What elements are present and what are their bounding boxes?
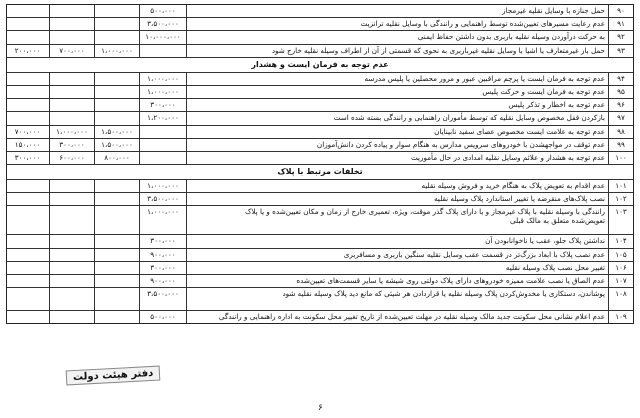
fine-amount: ۳۰۰،۰۰۰ [14,152,41,162]
fine-amount: ۳۰۰،۰۰۰ [139,235,186,247]
fine-amount [49,275,94,287]
row-number: ۱۰۶ [608,262,633,274]
fine-amount [186,112,229,124]
table-row [7,288,633,311]
fine-amount [94,5,139,17]
violation-description: نداشتن پلاک جلو، عقب یا ناخوانابودن آن [485,236,605,246]
fine-amount: ۶۰۰،۰۰۰ [49,152,94,164]
table-row [7,139,633,152]
fine-amount [94,275,139,287]
fine-amount [7,275,48,287]
row-number: ۱۰۴ [608,235,633,247]
fine-amount: ۵۰۰،۰۰۰ [139,311,186,323]
fine-amount: ۵۰۰،۰۰۰ [139,5,186,17]
row-number: ۹۸ [608,126,633,138]
fine-amount [94,18,139,30]
fine-amount: ۱،۵۰۰،۰۰۰ [94,139,139,151]
violation-description: رانندگی با وسیله نقلیه با پلاک غیرمجاز و یا دارای پلاک گذر موقت، ویژه، تعمیری خارج از زمان و مکان تعیین‌شده و یا پلاک تعویض‌شده متعلق به مالک قبلی [244,207,605,226]
fine-amount [186,99,229,111]
fine-amount [7,262,48,274]
row-number: ۹۷ [608,112,633,124]
violation-description: بازکردن قفل مخصوص وسایل نقلیه که توسط مأموران راهنمایی و رانندگی بسته شده است [333,113,605,123]
fine-amount [186,86,229,98]
fine-amount [186,262,229,274]
row-number: ۹۲ [608,31,633,43]
violation-description: عدم توجه به فرمان ایست و حرکت پلیس [482,86,605,96]
fine-amount: ۱،۰۰۰،۰۰۰ [49,126,94,138]
fine-amount [94,73,139,85]
table-row [7,45,633,58]
row-number: ۹۶ [608,99,633,111]
fine-amount [94,311,139,323]
fine-amount: ۱،۰۰۰،۰۰۰ [139,206,186,234]
table-row [7,112,633,125]
fine-amount [49,18,94,30]
fine-amount [49,193,94,205]
fine-amount [186,275,229,287]
fine-amount [94,262,139,274]
violation-description: عدم توجه به علامت ایست مخصوص عصای سفید نابینایان [434,126,605,136]
fine-amount: ۱،۵۰۰،۰۰۰ [94,126,139,138]
fine-amount: ۱،۰۰۰،۰۰۰ [94,45,139,57]
page-number: ۶ [318,403,323,413]
row-number: ۱۰۰ [608,152,633,164]
table-row [7,18,633,31]
row-number: ۱۰۸ [608,288,633,310]
table-row [7,73,633,86]
fine-amount: ۳۰۰،۰۰۰ [49,139,94,151]
section-heading: عدم توجه به فرمان ایست و هشدار [7,58,633,73]
fine-amount [49,73,94,85]
fine-amount: ۷۰۰،۰۰۰ [49,45,94,57]
violation-description: عدم الصاق یا نصب علامت ممیزه خودروهای دارای پلاک دولتی روی شیشه یا سایر قسمت‌های تعیین‌شده [296,276,605,285]
fine-amount [49,86,94,98]
fine-amount [186,152,229,164]
fine-amount [49,180,94,192]
fine-amount [186,126,229,138]
fine-amount [49,311,94,323]
fine-amount [7,193,48,205]
table-row [7,311,633,323]
table-row [7,86,633,99]
table-row [7,193,633,206]
fine-amount: ۷۰۰،۰۰۰ [14,126,41,136]
fine-amount [49,249,94,261]
fine-amount [94,31,139,43]
fine-amount [186,5,229,17]
fine-amount [7,311,48,323]
fine-amount [7,206,48,234]
fine-amount [186,206,229,234]
violation-description: عدم توجه به فرمان ایست یا پرچم مراقبین عبور و مرور محصلین یا پلیس مدرسه [364,73,605,83]
table-row [7,99,633,112]
fine-amount [186,288,229,310]
row-number: ۱۰۳ [608,206,633,234]
fine-amount: ۹۰۰،۰۰۰ [139,275,186,287]
fine-amount [186,18,229,30]
fines-table [6,4,634,324]
fine-amount [7,180,48,192]
table-row [7,31,633,44]
fine-amount: ۳۰۰،۰۰۰ [139,99,186,111]
fine-amount [7,99,48,111]
row-number: ۹۳ [608,45,633,57]
table-row [7,180,633,193]
fine-amount [139,45,186,57]
fine-amount: ۱۰،۰۰۰،۰۰۰ [139,31,186,43]
fine-amount: ۳،۵۰۰،۰۰۰ [139,193,186,205]
violation-description: عدم اعلام نشانی محل سکونت جدید مالک وسیله نقلیه در مهلت تعیین‌شده از تاریخ تغییر محل سکونت به اداره راهنمایی و رانندگی [218,312,605,322]
row-number: ۹۵ [608,86,633,98]
fine-amount [186,193,229,205]
fine-amount [49,112,94,124]
fine-amount: ۳،۵۰۰،۰۰۰ [139,288,186,310]
fine-amount: ۱،۲۰۰،۰۰۰ [139,112,186,124]
fine-amount [94,249,139,261]
fine-amount [186,31,229,43]
table-row [7,152,633,165]
table-row [7,126,633,139]
table-row [7,275,633,288]
fine-amount [139,126,186,138]
row-number: ۱۰۵ [608,249,633,261]
fine-amount [186,73,229,85]
fine-amount [7,31,48,43]
violation-description: به حرکت درآوردن وسیله نقلیه باربری بدون داشتن حفاظ ایمنی [417,32,605,42]
fine-amount [49,5,94,17]
fine-amount [7,235,48,247]
row-number: ۱۰۷ [608,275,633,287]
fine-amount [49,288,94,310]
fine-amount [7,86,48,98]
fine-amount: ۳،۵۰۰،۰۰۰ [139,18,186,30]
table-row [7,206,633,235]
fine-amount [49,235,94,247]
fine-amount [7,112,48,124]
fine-amount: ۲۰۰،۰۰۰ [14,45,41,55]
fine-amount [7,249,48,261]
fine-amount: ۱،۰۰۰،۰۰۰ [139,73,186,85]
row-number: ۱۰۱ [608,180,633,192]
row-number: ۹۴ [608,73,633,85]
fine-amount: ۹۰۰،۰۰۰ [139,249,186,261]
table-row [7,5,633,18]
fine-amount [94,206,139,234]
fine-amount [49,31,94,43]
fine-amount [94,99,139,111]
violation-description: عدم توجه به اخطار و تذکر پلیس [508,100,605,110]
violation-description: عدم توجه به هشدار و علائم وسایل نقلیه امدادی در حال مأموریت [410,152,605,162]
violation-description: حمل جنازه با وسایل نقلیه غیرمجاز [502,6,605,15]
fine-amount [94,235,139,247]
office-stamp: دفتر هیئت دولت [66,366,161,386]
violation-description: حمل بار غیرمتعارف یا اشیا با وسایل نقلیه غیرباربری به نحوی که قسمتی از آن از اطراف وسیله نقلیه خارج شود [271,45,605,55]
fine-amount [7,5,48,17]
fine-amount [49,99,94,111]
table-row [7,249,633,262]
fine-amount [186,249,229,261]
row-number: ۱۰۲ [608,193,633,205]
violation-description: نصب پلاک‌های منقرضه یا تغییر استاندارد پلاک وسیله نقلیه [434,194,605,204]
fine-amount: ۸۰۰،۰۰۰ [94,152,139,164]
violation-description: عدم رعایت مسیرهای تعیین‌شده توسط راهنمایی و رانندگی با وسایل نقلیه ترانزیت [360,19,605,29]
fine-amount [49,206,94,234]
row-number: ۹۹ [608,139,633,151]
fine-amount: ۱۵۰،۰۰۰ [14,139,41,149]
row-number: ۱۰۹ [608,311,633,323]
fine-amount: ۳۰۰،۰۰۰ [139,262,186,274]
section-heading: تخلفات مرتبط با پلاک [7,165,633,180]
row-number: ۹۰ [608,5,633,17]
fine-amount [186,180,229,192]
table-row [7,262,633,275]
row-number: ۹۱ [608,18,633,30]
fine-amount [49,262,94,274]
fine-amount [186,235,229,247]
fine-amount [186,45,229,57]
fine-amount: ۱،۰۰۰،۰۰۰ [139,86,186,98]
violation-description: پوشاندن، دستکاری یا مخدوش‌کردن پلاک وسیله نقلیه یا قراردادن هر شیئی که مانع دید پلاک وسیله نقلیه شود [282,289,605,299]
fine-amount [94,112,139,124]
fine-amount [94,288,139,310]
violation-description: عدم نصب پلاک با ابعاد بزرگ‌تر در قسمت عقب وسایل نقلیه سنگین باربری و مسافربری [343,249,605,259]
fine-amount [139,139,186,151]
fine-amount [186,311,229,323]
fine-amount [139,152,186,164]
fine-amount [7,73,48,85]
fine-amount [94,180,139,192]
fine-amount [7,288,48,310]
table-row [7,235,633,248]
violation-description: عدم توقف در مواجهشدن با خودروهای سرویس مدارس به هنگام سوار و پیاده کردن دانش‌آموزان [316,139,605,149]
fine-amount: ۱،۰۰۰،۰۰۰ [139,180,186,192]
violation-description: تغییر محل نصب پلاک وسیله نقلیه [505,262,605,272]
fine-amount [94,193,139,205]
fine-amount [94,86,139,98]
violation-description: عدم اقدام به تعویض پلاک به هنگام خرید و فروش وسیله نقلیه [421,181,605,191]
fine-amount [7,18,48,30]
fine-amount [186,139,229,151]
